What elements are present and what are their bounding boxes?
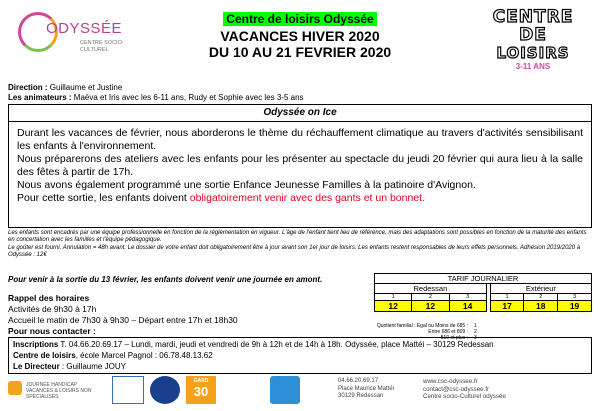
animateurs-value: Maëva et Iris avec les 6-11 ans, Rudy et Sophie avec les 3-5 ans — [71, 93, 304, 102]
logo-right-line-2: LOISIRS — [496, 44, 570, 62]
program-warning: obligatoirement venir avec des gants et un bonnet. — [189, 192, 426, 204]
direction-value: Guillaume et Justine — [47, 83, 123, 92]
partner-gard-blue-logo — [270, 376, 300, 404]
inscriptions-label: Inscriptions — [13, 340, 59, 349]
qf-label: Quotient familial : Egal ou Moins de 685 : — [376, 323, 468, 329]
directeur-label: Le Directeur — [13, 362, 60, 371]
footer-web — [423, 378, 506, 401]
program-title: Odyssée on Ice — [9, 105, 591, 122]
small-print-2: Le goûter est fourni. Annulation = 48h avant. Le dossier de votre enfant doit obligatoirement être à jour avant son 1er jour de loisirs. Les enfants restent responsables de leurs effets personnels. Adhésion 2019/2020 à Odyssée : 12€ — [8, 244, 581, 258]
centre-loisirs-value: , école Marcel Pagnol : 06.78.48.13.62 — [75, 351, 213, 360]
daily-rate-table — [374, 273, 592, 312]
partner-handicap-icon — [8, 381, 22, 395]
header-line-2: DU 10 AU 21 FEVRIER 2020 — [208, 44, 392, 60]
rate-price: 12 — [412, 301, 449, 312]
rate-redessan-header: Redessan — [375, 284, 487, 294]
rate-price: 17 — [490, 301, 524, 312]
gard-label: GARD — [193, 378, 209, 384]
rate-qf-number: 2 — [524, 294, 558, 301]
direction-label: Direction : — [8, 83, 48, 92]
rate-qf-number: 1 — [375, 294, 412, 301]
rate-qf-number: 3 — [449, 294, 486, 301]
qf-value: 2 — [474, 329, 477, 336]
footer-city: 30129 Redessan — [338, 393, 384, 399]
rate-qf-number: 2 — [412, 294, 449, 301]
footer-partners — [8, 374, 592, 408]
contact-heading: Pour nous contacter : — [8, 326, 96, 336]
partner-handicap-text: JOURNÉE HANDICAP VACANCES & LOISIRS NON SPÉCIALISÉS — [26, 382, 92, 400]
qf-label: 810 et plus : — [440, 335, 468, 342]
footer-website-link[interactable]: www.csc-odyssee.fr — [423, 378, 478, 385]
gard-number: 30 — [193, 384, 209, 399]
footer-phone: 04.66.20.69.17 — [338, 378, 379, 384]
program-paragraph-2: Nous préparerons des ateliers avec les enfants pour les présenter au spectacle du jeudi 20 février qui aura lieu à la salle des fêtes à partir de 17h. — [17, 153, 583, 178]
program-body — [9, 122, 591, 205]
program-paragraph-3: Nous avons également programmé une sortie Enfance Jeunesse Familles à la patinoire d'Avignon. — [17, 179, 476, 191]
staff-section — [8, 83, 304, 103]
program-paragraph-1: Durant les vacances de février, nous aborderons le thème du réchauffement climatique au travers d'activités sensibilisant les enfants à l'environnement. — [17, 127, 583, 152]
program-paragraph-4 — [17, 192, 583, 205]
rate-qf-number: 1 — [490, 294, 524, 301]
inscriptions-value: T. 04.66.20.69.17 – Lundi, mardi, jeudi et vendredi de 9h à 12h et de 14h à 18h. Odyssée, place Mattéi – 30129 Redessan — [58, 340, 494, 349]
logo-subtitle: CENTRE SOCIO-CULTUREL — [80, 40, 124, 53]
schedule-title: Rappel des horaires — [8, 293, 90, 303]
header-line-1: VACANCES HIVER 2020 — [220, 28, 380, 44]
logo-right-ages: 3-11 ANS — [515, 62, 551, 71]
qf-value: 1 — [474, 323, 477, 329]
page-title: Centre de loisirs Odyssée — [223, 12, 376, 26]
logo-name: ODYSSÉE — [46, 20, 123, 37]
header — [150, 10, 450, 60]
footer-facebook: Centre socio-Culturel odyssée — [423, 393, 506, 400]
partner-caf-logo — [112, 376, 144, 404]
centre-loisirs-label: Centre de loisirs — [13, 351, 76, 360]
partner-gard-logo — [186, 376, 216, 404]
partner-seal-logo — [150, 376, 180, 404]
program-paragraph-4-start: Pour cette sortie, les enfants doivent — [17, 192, 190, 204]
schedule-section — [8, 293, 238, 337]
rate-price: 14 — [449, 301, 486, 312]
small-print-1: Les enfants sont encadrés par une équipe professionnelle en fonction de la réglementation en vigueur. L'âge de l'enfant tient lieu de référence, mais des adaptations sont possibles en fonction de la maturité des enfants en concertation avec les familles et l'équipe pédagogique. — [8, 230, 587, 244]
odyssee-logo — [8, 8, 128, 72]
footer-email-link[interactable]: contact@csc-odyssee.fr — [423, 385, 490, 393]
centre-de-loisirs-logo — [478, 8, 588, 70]
rate-exterieur-header: Extérieur — [490, 284, 591, 294]
rate-price: 18 — [524, 301, 558, 312]
directeur-value: : Guillaume JOUY — [59, 362, 126, 371]
footer-street: Place Maurice Mattéi — [338, 385, 395, 392]
rate-price: 12 — [375, 301, 412, 312]
contact-box — [8, 337, 592, 374]
outing-notice: Pour venir à la sortie du 13 février, les enfants doivent venir une journée en amont. — [8, 275, 323, 284]
qf-label: Entre 686 et 809 : — [428, 329, 468, 336]
logo-right-line-1: CENTRE DE — [492, 7, 574, 45]
rate-price: 19 — [558, 301, 592, 312]
partner-handicap-logo — [8, 376, 103, 404]
small-print — [8, 230, 592, 259]
qf-value: 3 — [474, 335, 477, 342]
schedule-reception: Accueil le matin de 7h30 à 9h30 – Départ entre 17h et 18h30 — [8, 315, 238, 325]
footer-address — [338, 378, 394, 401]
animateurs-label: Les animateurs : — [8, 93, 72, 102]
program-box — [8, 104, 592, 228]
rate-title: TARIF JOURNALIER — [375, 274, 592, 284]
schedule-activities: Activités de 9h30 à 17h — [8, 304, 97, 314]
rate-qf-number: 3 — [558, 294, 592, 301]
